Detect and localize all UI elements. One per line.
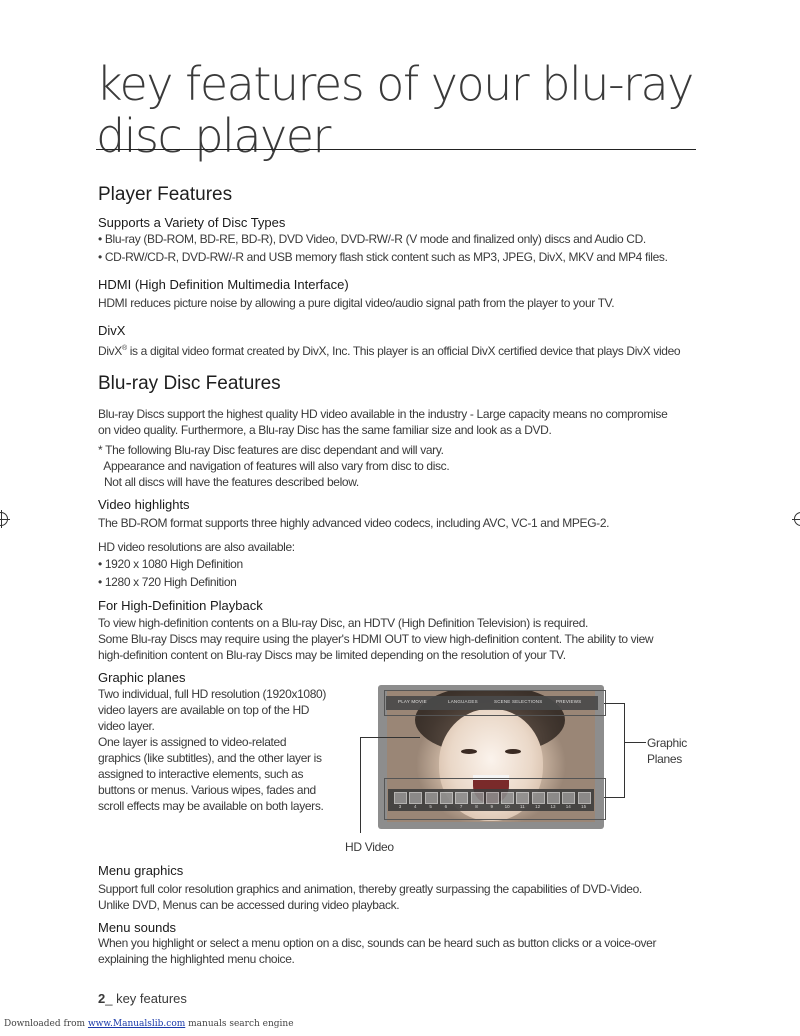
label-graphic: Graphic: [647, 736, 687, 750]
chapter-number: 15: [581, 804, 587, 809]
paragraph-menu-graphics: Support full color resolution graphics and animation, thereby greatly surpassing the capabilities of DVD-Video.: [98, 882, 642, 896]
paragraph-graphic-planes: graphics (like subtitles), and the other layer is: [98, 751, 322, 765]
menu-item-play-movie: PLAY MOVIE: [398, 699, 427, 704]
registration-mark-right-icon: [794, 512, 800, 526]
chapter-number: 5: [429, 804, 432, 809]
paragraph-resolutions-intro: HD video resolutions are also available:: [98, 540, 295, 554]
label-planes: Planes: [647, 752, 682, 766]
subheading-menu-graphics: Menu graphics: [98, 863, 184, 878]
subheading-menu-sounds: Menu sounds: [98, 920, 177, 935]
subheading-disc-types: Supports a Variety of Disc Types: [98, 215, 286, 230]
download-footer: [4, 1019, 294, 1029]
paragraph-graphic-planes: One layer is assigned to video-related: [98, 735, 287, 749]
download-prefix: Downloaded from: [4, 1019, 88, 1029]
divx-description: is a digital video format created by DivX, Inc. This player is an official DivX certified device that plays DivX video: [126, 344, 681, 358]
page-title-line2: disc player: [96, 109, 330, 163]
subheading-divx: DivX: [98, 323, 126, 338]
section-heading-bluray-features: Blu-ray Disc Features: [98, 373, 281, 394]
graphic-plane-outline-bottom: [384, 778, 606, 820]
paragraph-divx: [98, 341, 680, 359]
paragraph-graphic-planes: Two individual, full HD resolution (1920x1080): [98, 687, 327, 701]
subheading-video-highlights: Video highlights: [98, 497, 190, 512]
chapter-number: 4: [414, 804, 417, 809]
chapter-number: 8: [475, 804, 478, 809]
chapter-number: 12: [535, 804, 541, 809]
footer-section: _ key features: [105, 991, 187, 1006]
graphic-plane-outline-top: [384, 690, 606, 716]
paragraph-graphic-planes: scroll effects may be available on both layers.: [98, 799, 324, 813]
paragraph-graphic-planes: video layers are available on top of the HD: [98, 703, 310, 717]
list-item: • 1920 x 1080 High Definition: [98, 556, 243, 572]
note-line: Not all discs will have the features described below.: [98, 475, 359, 489]
paragraph-hd-playback: Some Blu-ray Discs may require using the player's HDMI OUT to view high-definition content. The ability to view: [98, 632, 654, 646]
page-number: 2: [98, 991, 106, 1006]
registered-mark: ®: [121, 345, 127, 352]
chapter-number: 14: [565, 804, 571, 809]
eye-shape: [505, 749, 521, 754]
paragraph-intro: on video quality. Furthermore, a Blu-ray Disc has the same familiar size and look as a DVD.: [98, 423, 552, 437]
chapter-number: 6: [444, 804, 448, 809]
subheading-hdmi: HDMI (High Definition Multimedia Interface): [98, 277, 349, 292]
list-item: • 1280 x 720 High Definition: [98, 574, 237, 590]
chapter-number: 7: [459, 804, 463, 809]
label-hd-video: HD Video: [345, 840, 394, 854]
leader-line: [360, 737, 361, 833]
divx-word: DivX: [98, 344, 122, 358]
download-suffix: manuals search engine: [185, 1019, 294, 1029]
label-graphic-planes: [647, 735, 687, 767]
paragraph-menu-sounds: explaining the highlighted menu choice.: [98, 952, 295, 966]
list-item: • CD-RW/CD-R, DVD-RW/-R and USB memory flash stick content such as MP3, JPEG, DivX, MKV and MP4 files.: [98, 249, 668, 265]
chapter-number: 9: [490, 804, 494, 809]
title-rule: [96, 149, 696, 150]
leader-line: [360, 737, 420, 738]
paragraph-hd-playback: To view high-definition contents on a Blu-ray Disc, an HDTV (High Definition Television) is required.: [98, 616, 589, 630]
note-line: * The following Blu-ray Disc features are disc dependant and will vary.: [98, 443, 444, 457]
paragraph-graphic-planes: buttons or menus. Various wipes, fades and: [98, 783, 316, 797]
paragraph-menu-graphics: Unlike DVD, Menus can be accessed during video playback.: [98, 898, 400, 912]
leader-line: [604, 797, 624, 798]
menu-item-scene-selections: SCENE SELECTIONS: [494, 699, 543, 704]
leader-line: [624, 703, 625, 798]
paragraph-hd-playback: high-definition content on Blu-ray Discs may be limited depending on the resolution of your TV.: [98, 648, 566, 662]
chapter-number: 13: [550, 804, 556, 809]
paragraph-menu-sounds: When you highlight or select a menu option on a disc, sounds can be heard such as button clicks or a voice-over: [98, 936, 657, 950]
menu-item-previews: PREVIEWS: [556, 699, 582, 704]
page-footer: [98, 991, 187, 1006]
page-title: [96, 58, 696, 162]
leader-line: [604, 703, 624, 704]
chapter-number: 10: [504, 804, 510, 809]
eye-shape: [461, 749, 477, 754]
paragraph-hdmi: HDMI reduces picture noise by allowing a pure digital video/audio signal path from the player to your TV.: [98, 296, 615, 310]
paragraph-graphic-planes: assigned to interactive elements, such as: [98, 767, 304, 781]
list-item: • Blu-ray (BD-ROM, BD-RE, BD-R), DVD Video, DVD-RW/-R (V mode and finalized only) discs and Audio CD.: [98, 231, 646, 247]
registration-mark-left-icon: [0, 512, 8, 526]
paragraph-graphic-planes: video layer.: [98, 719, 155, 733]
leader-line: [624, 742, 646, 743]
download-link[interactable]: www.Manualslib.com: [87, 1019, 186, 1029]
menu-item-languages: LANGUAGES: [448, 699, 478, 704]
chapter-number: 3: [398, 804, 402, 809]
note-line: Appearance and navigation of features will also vary from disc to disc.: [98, 459, 450, 473]
section-heading-player-features: Player Features: [98, 184, 233, 205]
chapter-number: 11: [520, 804, 525, 809]
page-title-line1: key features of your blu-ray: [96, 57, 693, 111]
paragraph-intro: Blu-ray Discs support the highest quality HD video available in the industry - Large capacity means no compromise: [98, 407, 668, 421]
subheading-graphic-planes: Graphic planes: [98, 670, 186, 685]
subheading-hd-playback: For High-Definition Playback: [98, 598, 263, 613]
paragraph-video-highlights: The BD-ROM format supports three highly advanced video codecs, including AVC, VC-1 and MPEG-2.: [98, 516, 610, 530]
